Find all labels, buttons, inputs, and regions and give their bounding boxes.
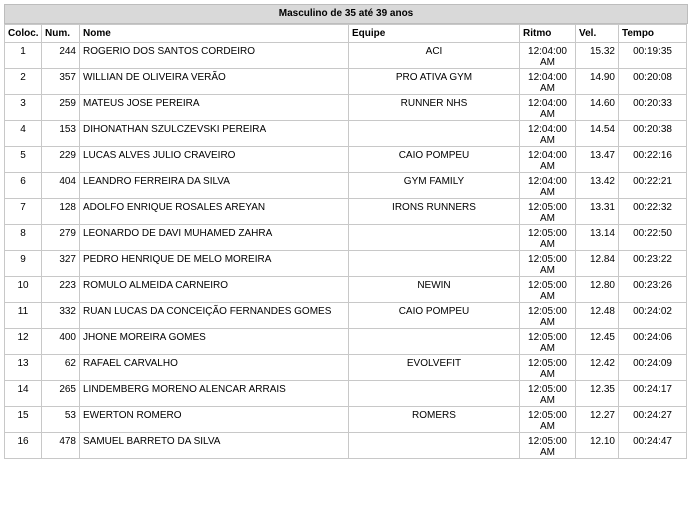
athlete-name-cell: RUAN LUCAS DA CONCEIÇÃO FERNANDES GOMES [80,303,349,329]
athlete-name-cell: ADOLFO ENRIQUE ROSALES AREYAN [80,199,349,225]
team-cell: PRO ATIVA GYM [349,69,520,95]
time-cell: 00:24:02 [619,303,687,329]
athlete-name-cell: RAFAEL CARVALHO [80,355,349,381]
pace-cell: 12:05:00 AM [520,407,576,433]
team-cell: GYM FAMILY [349,173,520,199]
team-cell [349,251,520,277]
pace-cell: 12:05:00 AM [520,303,576,329]
speed-cell: 12.84 [576,251,619,277]
bib-number-cell: 265 [42,381,80,407]
table-row [5,251,687,277]
bib-number-cell: 153 [42,121,80,147]
bib-number-cell: 229 [42,147,80,173]
table-row [5,69,687,95]
athlete-name-cell: WILLIAN DE OLIVEIRA VERÃO [80,69,349,95]
speed-cell: 12.10 [576,433,619,459]
bib-number-cell: 223 [42,277,80,303]
speed-cell: 14.90 [576,69,619,95]
pace-cell: 12:05:00 AM [520,355,576,381]
table-header-row [5,25,687,43]
speed-cell: 12.42 [576,355,619,381]
athlete-name-cell: LINDEMBERG MORENO ALENCAR ARRAIS [80,381,349,407]
athlete-name-cell: JHONE MOREIRA GOMES [80,329,349,355]
team-cell: CAIO POMPEU [349,303,520,329]
pace-cell: 12:05:00 AM [520,251,576,277]
pace-cell: 12:04:00 AM [520,121,576,147]
table-row [5,95,687,121]
speed-cell: 13.47 [576,147,619,173]
athlete-name-cell: DIHONATHAN SZULCZEVSKI PEREIRA [80,121,349,147]
bib-number-cell: 128 [42,199,80,225]
athlete-name-cell: LEANDRO FERREIRA DA SILVA [80,173,349,199]
time-cell: 00:22:16 [619,147,687,173]
time-cell: 00:24:06 [619,329,687,355]
bib-number-cell: 259 [42,95,80,121]
table-row [5,329,687,355]
team-cell: EVOLVEFIT [349,355,520,381]
speed-cell: 12.80 [576,277,619,303]
pace-cell: 12:04:00 AM [520,43,576,69]
athlete-name-cell: SAMUEL BARRETO DA SILVA [80,433,349,459]
coloc-cell: 9 [5,251,42,277]
team-cell [349,433,520,459]
athlete-name-cell: ROMULO ALMEIDA CARNEIRO [80,277,349,303]
coloc-cell: 5 [5,147,42,173]
bib-number-cell: 404 [42,173,80,199]
pace-cell: 12:04:00 AM [520,173,576,199]
header-vel: Vel. [576,25,619,43]
speed-cell: 12.48 [576,303,619,329]
time-cell: 00:20:38 [619,121,687,147]
team-cell [349,225,520,251]
team-cell [349,121,520,147]
time-cell: 00:20:08 [619,69,687,95]
coloc-cell: 13 [5,355,42,381]
coloc-cell: 2 [5,69,42,95]
pace-cell: 12:04:00 AM [520,95,576,121]
time-cell: 00:23:26 [619,277,687,303]
bib-number-cell: 478 [42,433,80,459]
pace-cell: 12:05:00 AM [520,381,576,407]
athlete-name-cell: ROGERIO DOS SANTOS CORDEIRO [80,43,349,69]
coloc-cell: 4 [5,121,42,147]
table-row [5,303,687,329]
speed-cell: 14.54 [576,121,619,147]
header-equipe: Equipe [349,25,520,43]
speed-cell: 13.31 [576,199,619,225]
athlete-name-cell: LUCAS ALVES JULIO CRAVEIRO [80,147,349,173]
coloc-cell: 1 [5,43,42,69]
speed-cell: 12.45 [576,329,619,355]
coloc-cell: 16 [5,433,42,459]
speed-cell: 12.35 [576,381,619,407]
bib-number-cell: 327 [42,251,80,277]
coloc-cell: 10 [5,277,42,303]
table-row [5,381,687,407]
bib-number-cell: 332 [42,303,80,329]
time-cell: 00:22:32 [619,199,687,225]
athlete-name-cell: MATEUS JOSE PEREIRA [80,95,349,121]
team-cell: RUNNER NHS [349,95,520,121]
table-row [5,277,687,303]
time-cell: 00:22:21 [619,173,687,199]
table-row [5,433,687,459]
speed-cell: 14.60 [576,95,619,121]
pace-cell: 12:05:00 AM [520,277,576,303]
time-cell: 00:23:22 [619,251,687,277]
header-ritmo: Ritmo [520,25,576,43]
header-tempo: Tempo [619,25,687,43]
pace-cell: 12:05:00 AM [520,199,576,225]
coloc-cell: 3 [5,95,42,121]
table-row [5,121,687,147]
table-row [5,43,687,69]
team-cell: ROMERS [349,407,520,433]
table-row [5,199,687,225]
time-cell: 00:19:35 [619,43,687,69]
bib-number-cell: 357 [42,69,80,95]
coloc-cell: 8 [5,225,42,251]
table-row [5,407,687,433]
coloc-cell: 6 [5,173,42,199]
header-nome: Nome [80,25,349,43]
athlete-name-cell: LEONARDO DE DAVI MUHAMED ZAHRA [80,225,349,251]
team-cell: IRONS RUNNERS [349,199,520,225]
team-cell: NEWIN [349,277,520,303]
speed-cell: 13.14 [576,225,619,251]
table-row [5,173,687,199]
pace-cell: 12:04:00 AM [520,69,576,95]
header-coloc: Coloc. [5,25,42,43]
coloc-cell: 14 [5,381,42,407]
team-cell [349,329,520,355]
speed-cell: 15.32 [576,43,619,69]
coloc-cell: 12 [5,329,42,355]
bib-number-cell: 62 [42,355,80,381]
coloc-cell: 7 [5,199,42,225]
time-cell: 00:22:50 [619,225,687,251]
team-cell: ACI [349,43,520,69]
speed-cell: 12.27 [576,407,619,433]
pace-cell: 12:05:00 AM [520,433,576,459]
bib-number-cell: 53 [42,407,80,433]
coloc-cell: 11 [5,303,42,329]
pace-cell: 12:05:00 AM [520,329,576,355]
header-num: Num. [42,25,80,43]
table-row [5,225,687,251]
results-table [4,24,687,459]
time-cell: 00:24:47 [619,433,687,459]
bib-number-cell: 400 [42,329,80,355]
table-row [5,147,687,173]
table-row [5,355,687,381]
bib-number-cell: 279 [42,225,80,251]
time-cell: 00:24:17 [619,381,687,407]
pace-cell: 12:04:00 AM [520,147,576,173]
time-cell: 00:24:27 [619,407,687,433]
time-cell: 00:20:33 [619,95,687,121]
bib-number-cell: 244 [42,43,80,69]
pace-cell: 12:05:00 AM [520,225,576,251]
time-cell: 00:24:09 [619,355,687,381]
team-cell: CAIO POMPEU [349,147,520,173]
athlete-name-cell: EWERTON ROMERO [80,407,349,433]
team-cell [349,381,520,407]
speed-cell: 13.42 [576,173,619,199]
athlete-name-cell: PEDRO HENRIQUE DE MELO MOREIRA [80,251,349,277]
category-title: Masculino de 35 até 39 anos [4,4,688,24]
coloc-cell: 15 [5,407,42,433]
